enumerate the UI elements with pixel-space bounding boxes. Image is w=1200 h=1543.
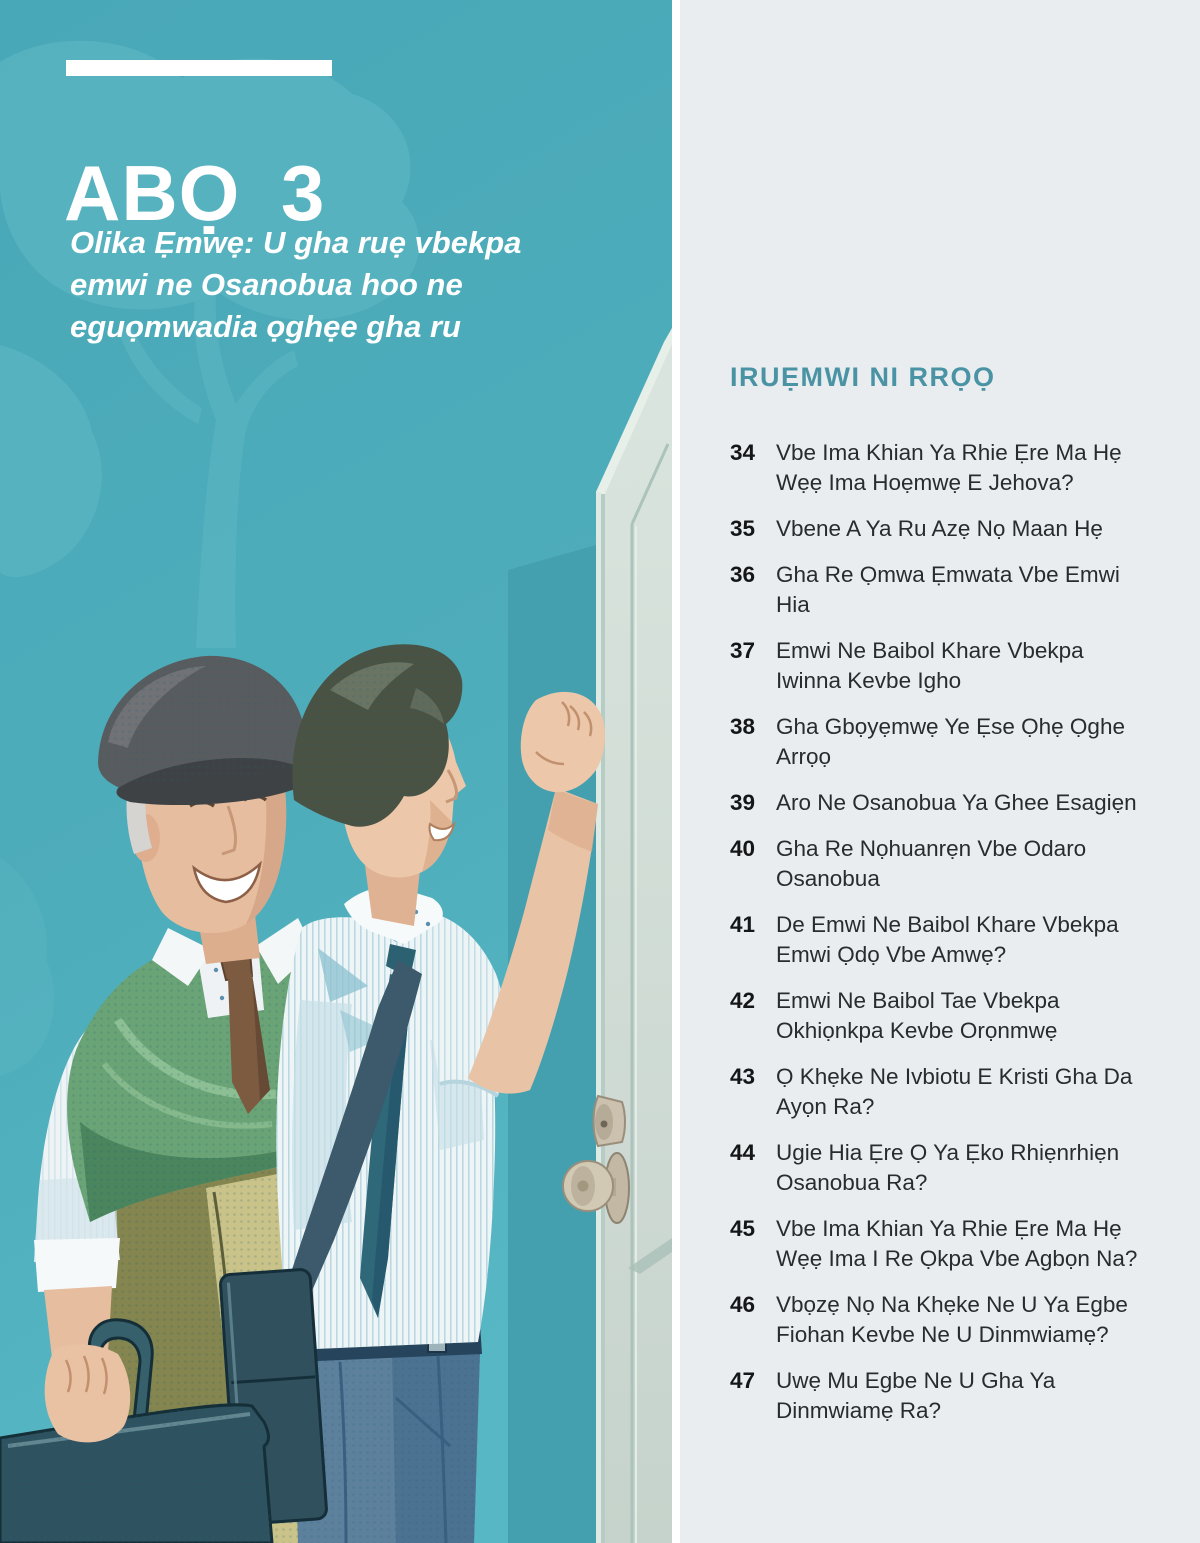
chapter-title: ABỌ 3 bbox=[64, 149, 326, 238]
toc-item-title: Ugie Hia Ẹre Ọ Ya Ẹko Rhiẹnrhiẹn Osanobua Ra? bbox=[776, 1140, 1120, 1195]
title-accent-bar bbox=[66, 60, 332, 76]
toc-item-title: Gha Re Ọmwa Ẹmwata Vbe Emwi Hia bbox=[776, 562, 1120, 617]
toc-item-35[interactable] bbox=[730, 514, 1160, 544]
toc-item-42[interactable] bbox=[730, 986, 1160, 1046]
toc-item-title: Gha Gbọyẹmwẹ Ye Ẹse Ọhẹ Ọghe Arrọọ bbox=[776, 714, 1125, 769]
toc-item-number: 41 bbox=[730, 912, 756, 937]
subtitle-line: Olika Ẹmwẹ: U gha ruẹ vbekpa bbox=[70, 225, 522, 260]
toc-item-number: 34 bbox=[730, 440, 756, 465]
toc-item-41[interactable] bbox=[730, 910, 1160, 970]
toc-item-number: 37 bbox=[730, 638, 756, 663]
deadbolt-lock bbox=[594, 1096, 626, 1146]
toc-item-number: 45 bbox=[730, 1216, 756, 1241]
toc-item-number: 40 bbox=[730, 836, 756, 861]
toc-item-40[interactable] bbox=[730, 834, 1160, 894]
toc-item-number: 36 bbox=[730, 562, 756, 587]
toc-item-38[interactable] bbox=[730, 712, 1160, 772]
toc-item-title: Vbọzẹ Nọ Na Khẹke Ne U Ya Egbe Fiohan Kevbe Ne U Dinmwiamẹ? bbox=[776, 1292, 1128, 1347]
older-man-hand bbox=[45, 1344, 131, 1442]
toc-item-title: De Emwi Ne Baibol Khare Vbekpa Emwi Ọdọ Vbe Amwẹ? bbox=[776, 912, 1119, 967]
toc-item-36[interactable] bbox=[730, 560, 1160, 620]
panel-divider bbox=[672, 0, 680, 1543]
toc-item-title: Aro Ne Osanobua Ya Ghee Esagiẹn bbox=[776, 790, 1137, 815]
toc-item-45[interactable] bbox=[730, 1214, 1160, 1274]
toc-item-title: Vbe Ima Khian Ya Rhie Ẹre Ma Hẹ Wẹẹ Ima Hoẹmwẹ E Jehova? bbox=[776, 440, 1122, 495]
subtitle-line: eguọmwadia ọghẹe gha ru bbox=[70, 309, 461, 344]
toc-item-number: 35 bbox=[730, 516, 756, 541]
toc-item-number: 47 bbox=[730, 1368, 756, 1393]
chapter-subtitle bbox=[70, 222, 590, 348]
toc-item-39[interactable] bbox=[730, 788, 1160, 818]
toc-item-43[interactable] bbox=[730, 1062, 1160, 1122]
toc-item-37[interactable] bbox=[730, 636, 1160, 696]
toc-item-title: Gha Re Nọhuanrẹn Vbe Odaro Osanobua bbox=[776, 836, 1087, 891]
toc-item-46[interactable] bbox=[730, 1290, 1160, 1350]
toc-item-title: Emwi Ne Baibol Khare Vbekpa Iwinna Kevbe Igho bbox=[776, 638, 1084, 693]
toc-item-number: 38 bbox=[730, 714, 756, 739]
toc-item-47[interactable] bbox=[730, 1366, 1160, 1426]
toc-item-title: Vbene A Ya Ru Azẹ Nọ Maan Hẹ bbox=[776, 516, 1103, 541]
toc-item-title: Emwi Ne Baibol Tae Vbekpa Okhiọnkpa Kevbe Orọnmwẹ bbox=[776, 988, 1060, 1043]
subtitle-line: emwi ne Osanobua hoo ne bbox=[70, 267, 463, 302]
toc-item-number: 42 bbox=[730, 988, 756, 1013]
toc-item-44[interactable] bbox=[730, 1138, 1160, 1198]
toc-item-number: 39 bbox=[730, 790, 756, 815]
toc-list bbox=[730, 438, 1160, 1426]
toc-item-title: Ọ Khẹke Ne Ivbiotu E Kristi Gha Da Ayọn Ra? bbox=[776, 1064, 1133, 1119]
toc-heading: IRUẸMWI NI RRỌỌ bbox=[730, 362, 996, 392]
toc-item-number: 44 bbox=[730, 1140, 756, 1165]
toc-panel bbox=[680, 0, 1200, 1543]
toc-item-number: 46 bbox=[730, 1292, 756, 1317]
toc-item-title: Uwẹ Mu Egbe Ne U Gha Ya Dinmwiamẹ Ra? bbox=[776, 1368, 1056, 1423]
toc-item-number: 43 bbox=[730, 1064, 756, 1089]
toc-item-34[interactable] bbox=[730, 438, 1160, 498]
toc-item-title: Vbe Ima Khian Ya Rhie Ẹre Ma Hẹ Wẹẹ Ima I Re Ọkpa Vbe Agbọn Na? bbox=[776, 1216, 1138, 1271]
